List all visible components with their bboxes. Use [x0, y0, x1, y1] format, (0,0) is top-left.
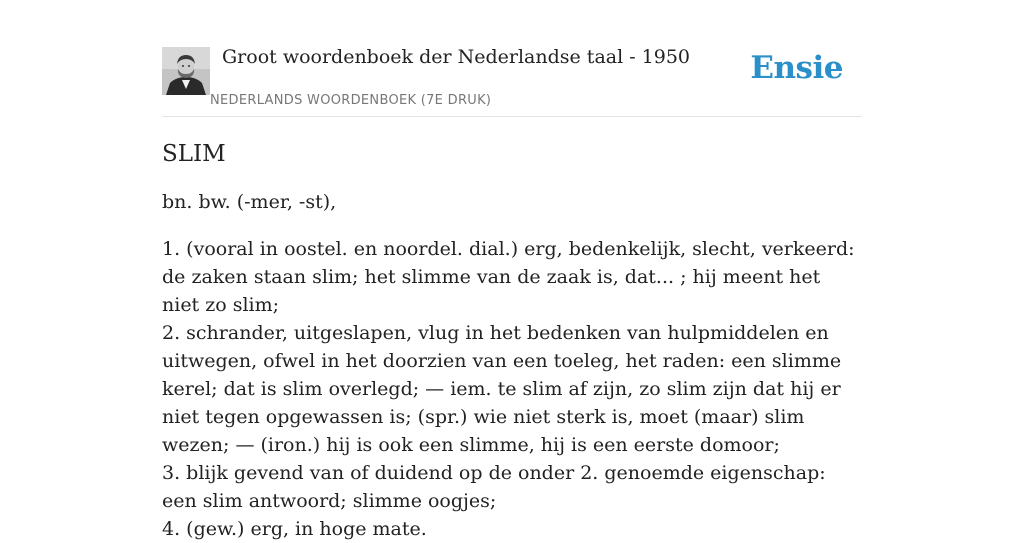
- grammar-note: bn. bw. (-mer, -st),: [162, 191, 337, 213]
- author-portrait-icon[interactable]: [162, 47, 210, 95]
- definition-text: [162, 235, 862, 543]
- definition-sense: 2. schrander, uitgeslapen, vlug in het bedenken van hulpmiddelen en uitwegen, ofwel in het doorzien van een toeleg, het raden: een slimme kerel; dat is slim overlegd; — iem. te slim af zijn, zo slim zijn dat hij er niet tegen opgewassen is; (spr.) wie niet sterk is, moet (maar) slim wezen; — (iron.) hij is ook een slimme, hij is een eerste domoor;: [162, 322, 842, 456]
- definition-sense: 3. blijk gevend van of duidend op de onder 2. genoemde eigenschap: een slim antwoord; slimme oogjes;: [162, 462, 826, 512]
- entry-headword: SLIM: [162, 141, 226, 167]
- ensie-logo-link[interactable]: Ensie: [750, 50, 843, 86]
- book-title[interactable]: Groot woordenboek der Nederlandse taal - 1950: [222, 46, 691, 68]
- definition-sense: 1. (vooral in oostel. en noordel. dial.) erg, bedenkelijk, slecht, verkeerd: de zaken staan slim; het slimme van de zaak is, dat... ; hij meent het niet zo slim;: [162, 238, 855, 316]
- entry-header: [162, 40, 862, 117]
- definition-sense: 4. (gew.) erg, in hoge mate.: [162, 518, 427, 540]
- entry-content: [162, 138, 862, 543]
- book-subtitle[interactable]: NEDERLANDS WOORDENBOEK (7E DRUK): [210, 93, 492, 108]
